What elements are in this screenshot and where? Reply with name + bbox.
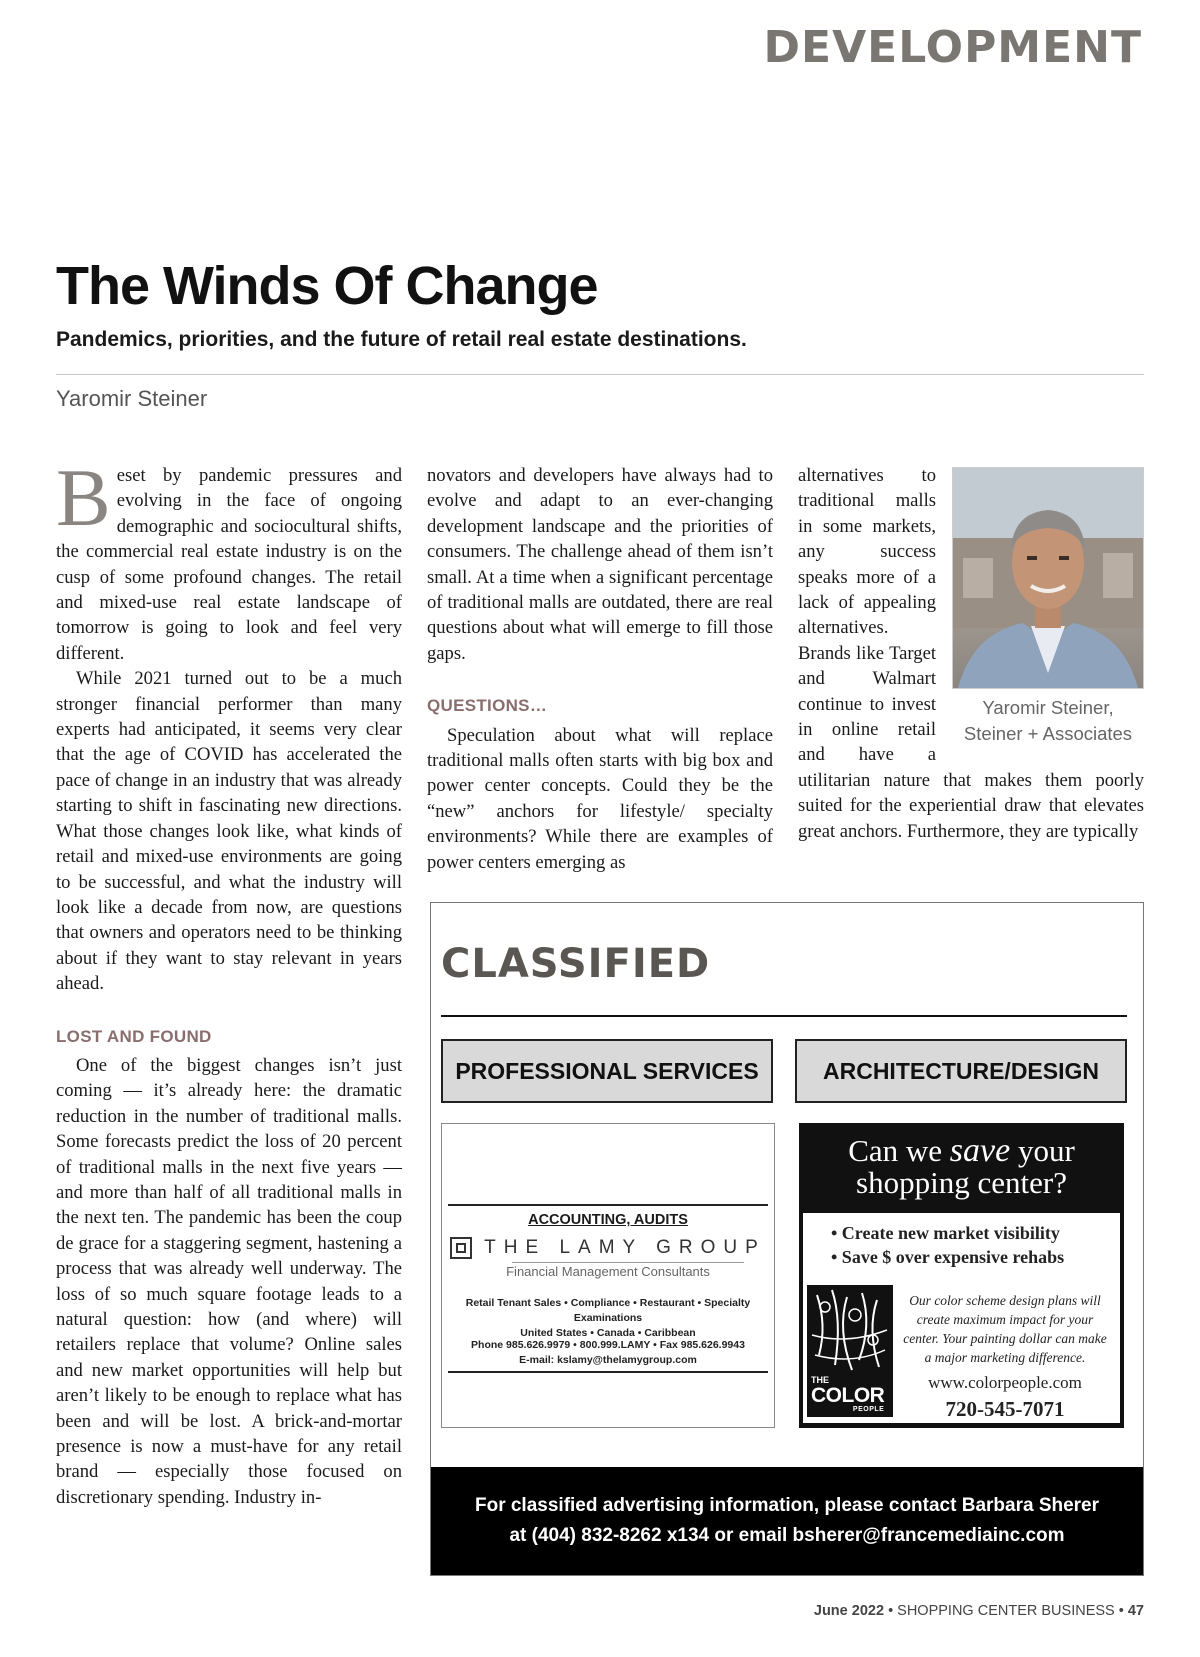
classified-section [430,902,1144,1576]
ad-bullets: • Create new market visibility • Save $ over expensive rehabs [831,1223,1065,1267]
lamy-logo-row [442,1237,774,1259]
folio-page-number: 47 [1127,1603,1144,1619]
ad-heading: ACCOUNTING, AUDITS [528,1212,688,1228]
folio-publication: • SHOPPING CENTER BUSINESS • [888,1603,1124,1619]
article-subtitle: Pandemics, priorities, and the future of retail real estate destinations. [56,328,747,351]
article-title: The Winds Of Change [56,256,598,316]
services-list: Retail Tenant Sales • Compliance • Restaurant • Specialty Examinations United States • Canada • Caribbean [465,1297,751,1339]
ad-rule-mid [512,1262,744,1263]
paragraph-2: While 2021 turned out to be a much stronger financial performer than many experts had anticipated, it seems very clear that the age of COVID has accelerated the pace of change in an industry that was already starting to shift in fascinating new directions. What those changes look like, what kinds of retail and mixed-use environments are going to be successful, and what the industry will look like a decade from now, are questions that owners and operators need to be thinking about if they want to stay relevant in years ahead. [56,668,402,995]
category-architecture-design: ARCHITECTURE/DESIGN [795,1039,1127,1103]
ad-url: www.colorpeople.com [928,1373,1082,1392]
byline: Yaromir Steiner [56,386,208,411]
paragraph-4: novators and developers have always had to evolve and adapt to an ever-changing development landscape and the priorities of consumers. The challenge ahead of them isn’t small. At a time when a significant percentage of traditional malls are outdated, there are real questions about what will emerge to fill those gaps. [427,465,773,664]
color-people-logo: THE COLOR PEOPLE [811,1375,885,1413]
company-tagline: Financial Management Consultants [506,1264,710,1279]
color-people-logo-art [807,1285,893,1417]
classified-contact-footer: For classified advertising information, please contact Barbara Sherer at (404) 832-8262 x134 or email bsherer@francemediainc.com [431,1467,1143,1575]
ad-copy: Our color scheme design plans will create maximum impact for your center. Your painting dollar can make a major marketing difference. [903,1293,1107,1365]
dropcap: B [56,452,111,543]
paragraph-5: Speculation about what will replace traditional malls often starts with big box and power center concepts. Could they be the “new” anchors for lifestyle/ specialty environments? While there are examples of power centers emerging as [427,724,773,873]
classified-rule [441,1015,1127,1017]
paragraph-6: alternatives to traditional malls in some markets, any success speaks more of a lack of appealing alternatives. Brands like Target and Walmart continue to invest in online retail and have a utilitarian nature that makes them poorly suited for the experiential draw that elevates great anchors. Furthermore, they are typically [798,465,1144,842]
portrait-image [953,468,1143,688]
ad-rule-top [448,1204,768,1206]
page-folio [814,1603,1144,1619]
folio-date: June 2022 [813,1603,885,1619]
ad-headline: Can we save your shopping center? [848,1132,1075,1200]
lamy-logo-icon [450,1237,472,1259]
ad-body [803,1213,1120,1423]
author-photo-block [952,467,1144,747]
classified-title: CLASSIFIED [441,941,711,987]
contact-info: Phone 985.626.9979 • 800.999.LAMY • Fax 985.626.9943 E-mail: kslamy@thelamygroup.com [471,1339,745,1366]
lamy-group-ad [441,1123,775,1428]
paragraph-3: One of the biggest changes isn’t just coming — it’s already here: the dramatic reduction in the number of traditional malls. Some forecasts predict the loss of 20 percent of traditional malls in the next five years — and more than half of all traditional malls in the next ten. The pandemic has been the coup de grace for a staggering segment, hastening a process that was already well underway. The loss of so much square footage leads to a natural question: how (and where) will retailers replace that volume? Online sales and new market opportunities will help but aren’t likely to be enough to replace what has been and will be lost. A brick-and-mortar presence is now a must-have for any retail brand — especially those focused on discretionary spending. Industry in- [56,1054,402,1508]
ad-rule-bottom [448,1371,768,1373]
category-professional-services: PROFESSIONAL SERVICES [441,1039,773,1103]
company-name: THE LAMY GROUP [484,1237,766,1258]
column-1 [56,452,402,1510]
ad-phone: 720-545-7071 [945,1397,1065,1421]
column-2 [427,463,773,875]
section-label: DEVELOPMENT [763,22,1142,73]
title-divider [56,374,1144,375]
paragraph-1: Beset by pandemic pressures and evolving in the face of ongoing demographic and sociocultural shifts, the commercial real estate industry is on the cusp of some profound changes. The retail and mixed-use real estate landscape of tomorrow is going to look and feel very different. [56,452,402,664]
subhead-lost-and-found: LOST AND FOUND [56,1026,212,1046]
photo-caption: Yaromir Steiner, Steiner + Associates [963,697,1133,744]
color-people-ad [799,1123,1124,1428]
column-3 [798,463,1144,844]
author-photo [952,467,1144,689]
subhead-questions: QUESTIONS… [427,696,548,716]
